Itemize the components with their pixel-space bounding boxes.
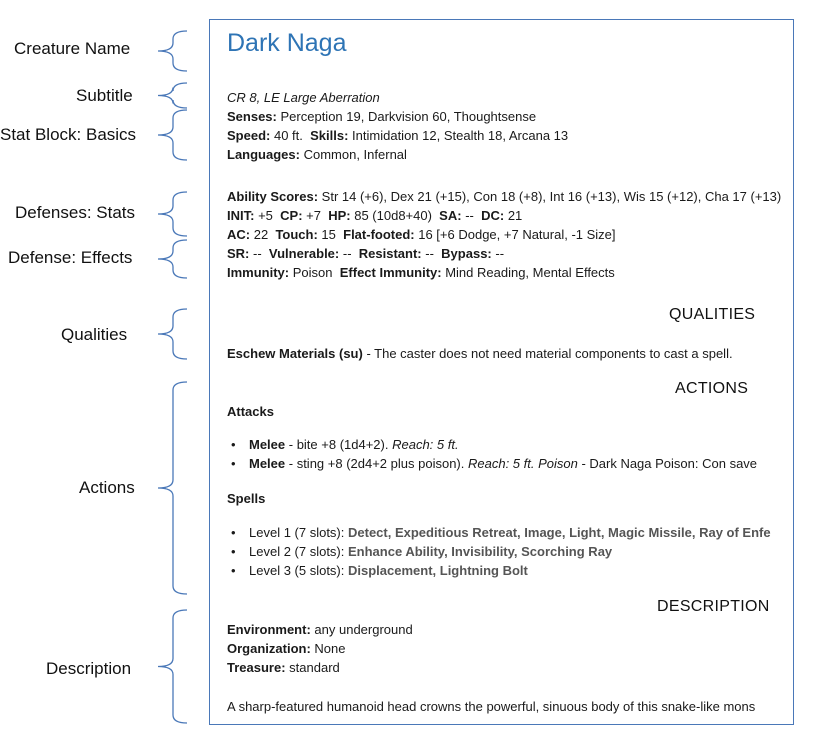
brace-qualities [158, 309, 187, 359]
callout-stat-block-basics: Stat Block: Basics [0, 125, 137, 144]
brace-creature-name [158, 31, 187, 71]
description-heading: DESCRIPTION [657, 598, 770, 615]
creature-name: Dark Naga [227, 29, 347, 57]
sr-line: SR: -- Vulnerable: -- Resistant: -- Bypass: -- [227, 246, 505, 261]
brace-description [158, 610, 187, 723]
ac-line: AC: 22 Touch: 15 Flat-footed: 16 [+6 Dodge, +7 Natural, -1 Size] [227, 227, 616, 242]
callout-subtitle: Subtitle [76, 86, 133, 105]
quality-item: Eschew Materials (su) - The caster does not need material components to cast a spell. [227, 346, 733, 361]
callout-description: Description [46, 659, 132, 678]
stat-block-panel [209, 19, 794, 725]
callout-defenses-stats: Defenses: Stats [15, 203, 136, 222]
brace-subtitle [158, 83, 187, 108]
spell-level-item: • Level 3 (5 slots): Displacement, Lightning Bolt [249, 561, 528, 580]
organization-line: Organization: None [227, 641, 346, 656]
environment-line: Environment: any underground [227, 622, 413, 637]
description-text: A sharp-featured humanoid head crowns the powerful, sinuous body of this snake-like mons [227, 699, 756, 714]
spells-label: Spells [227, 491, 266, 506]
speed-skills-line: Speed: 40 ft. Skills: Intimidation 12, Stealth 18, Arcana 13 [227, 128, 569, 143]
callout-defense-effects: Defense: Effects [8, 248, 133, 267]
spell-level-item: • Level 2 (7 slots): Enhance Ability, Invisibility, Scorching Ray [249, 542, 612, 561]
init-line: INIT: +5 CP: +7 HP: 85 (10d8+40) SA: -- DC: 21 [227, 208, 523, 223]
callout-creature-name: Creature Name [14, 39, 131, 58]
ability-scores-line: Ability Scores: Str 14 (+6), Dex 21 (+15), Con 18 (+8), Int 16 (+13), Wis 15 (+12), Cha 17 (+13) [227, 189, 782, 204]
brace-basics [158, 110, 187, 160]
brace-defense-effects [158, 240, 187, 278]
callout-actions: Actions [79, 478, 135, 497]
brace-connectors [0, 0, 210, 754]
attack-item: • Melee - bite +8 (1d4+2). Reach: 5 ft. [249, 435, 459, 454]
senses-line: Senses: Perception 19, Darkvision 60, Thoughtsense [227, 109, 537, 124]
brace-defenses-stats [158, 192, 187, 236]
actions-heading: ACTIONS [675, 380, 749, 397]
qualities-heading: QUALITIES [669, 306, 756, 323]
attacks-label: Attacks [227, 404, 274, 419]
languages-line: Languages: Common, Infernal [227, 147, 407, 162]
attack-item: • Melee - sting +8 (2d4+2 plus poison). Reach: 5 ft. Poison - Dark Naga Poison: Con save [249, 454, 757, 473]
immunity-line: Immunity: Poison Effect Immunity: Mind Reading, Mental Effects [227, 265, 615, 280]
brace-actions [158, 382, 187, 594]
callout-qualities: Qualities [61, 325, 128, 344]
creature-subtitle: CR 8, LE Large Aberration [227, 90, 380, 105]
treasure-line: Treasure: standard [227, 660, 340, 675]
spell-level-item: • Level 1 (7 slots): Detect, Expeditious Retreat, Image, Light, Magic Missile, Ray of Enfe [249, 523, 771, 542]
